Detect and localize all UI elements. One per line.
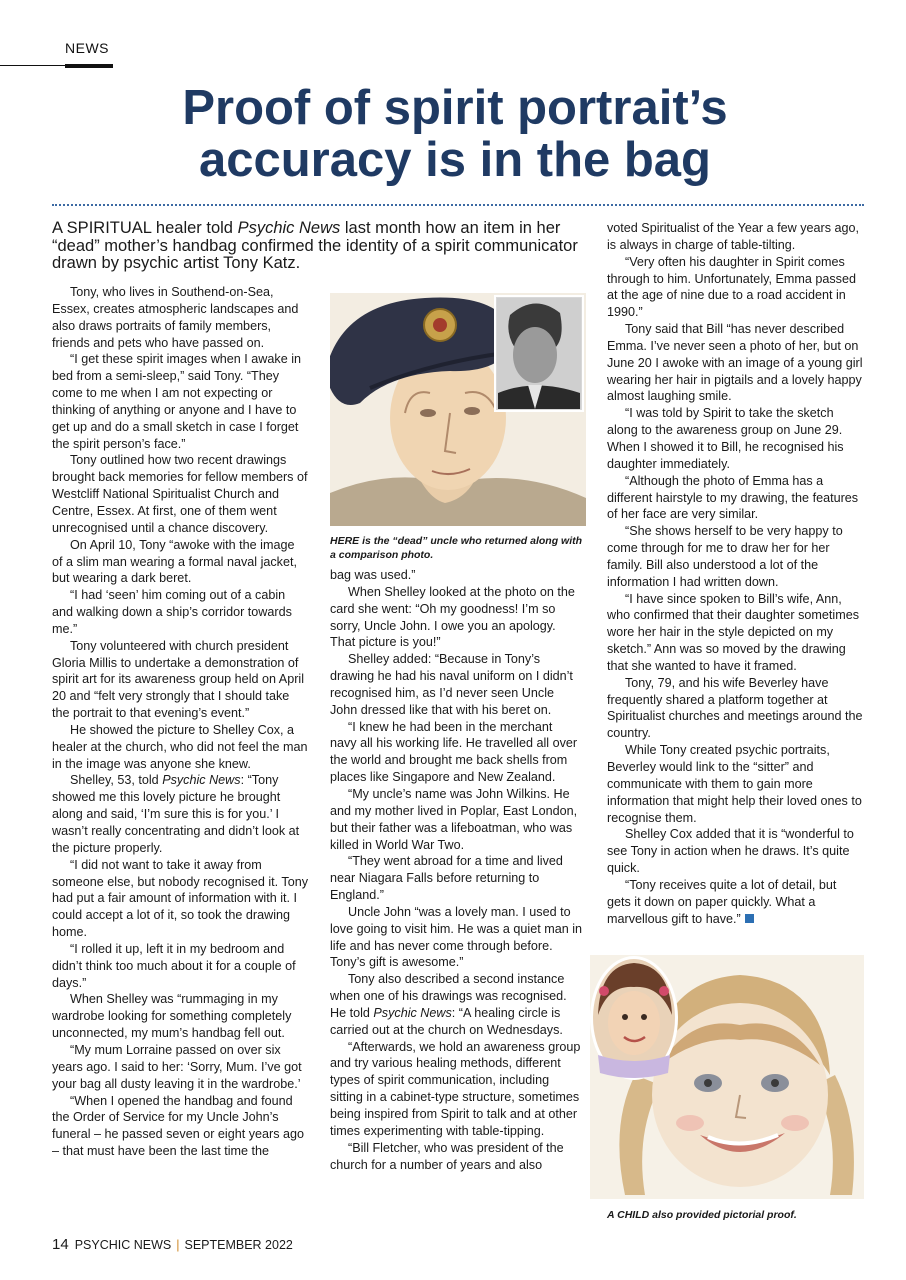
- paragraph: “Afterwards, we hold an awareness group and try various healing methods, different types of spirit communication, including sitting in a cabinet-type structure, sometimes being inspired from Spirit to talk and at other times experimenting with table-tipping.: [330, 1039, 581, 1138]
- paragraph: “They went abroad for a time and lived near Niagara Falls before returning to England.”: [330, 854, 563, 903]
- page-number: 14: [52, 1236, 69, 1253]
- paragraph: “Bill Fletcher, who was president of the church for a number of years and also: [330, 1140, 564, 1172]
- paragraph: “She shows herself to be very happy to come through for me to draw her for her family. Bill also understood a lot of the information I had written down.: [607, 524, 843, 589]
- paragraph: bag was used.”: [330, 568, 416, 582]
- paragraph: Tony outlined how two recent drawings brought back memories for fellow members of Westcliff National Spiritualist Church and Centre, Essex. At first, one of them went unrecognised until a chance discovery.: [52, 453, 308, 535]
- child-portrait-illustration: [590, 955, 864, 1199]
- paragraph-text: Tony also described a second instance when one of his drawings was recognised. He told: [330, 972, 567, 1020]
- paragraph: When Shelley looked at the photo on the card she went: “Oh my goodness! I’m so sorry, Uncle John. I owe you an apology. That picture is you!”: [330, 584, 575, 650]
- publication-name: Psychic News: [162, 773, 241, 788]
- paragraph: “My mum Lorraine passed on over six years ago. I said to her: ‘Sorry, Mum. I’ve got your bag all dusty leaving it in the wardrobe.’: [52, 1042, 302, 1091]
- paragraph: Shelley Cox added that it is “wonderful to see Tony in action when he draws. It’s quite quick.: [607, 827, 854, 876]
- paragraph: “I get these spirit images when I awake in bed from a semi-sleep,” said Tony. “They come to me when I am not expecting or thinking of anything or anyone and I have to get up and do a small sketch in case I forget the spirit person’s face.”: [52, 352, 301, 451]
- publication-name: PSYCHIC NEWS: [74, 1238, 172, 1252]
- paragraph: When Shelley was “rummaging in my wardrobe looking for something completely unconnected, my mum’s handbag fell out.: [52, 992, 292, 1041]
- headline-divider: [52, 204, 864, 206]
- paragraph: “I have since spoken to Bill’s wife, Ann, who confirmed that their daughter sometimes wore her hair in the style depicted on my sketch.” Ann was so moved by the drawing that she wanted to have it framed.: [607, 591, 859, 673]
- paragraph: He showed the picture to Shelley Cox, a healer at the church, who did not feel the man in the image was anyone she knew.: [52, 722, 308, 771]
- headline-line-1: Proof of spirit portrait’s: [182, 81, 728, 135]
- standfirst-publication: Psychic News: [237, 219, 341, 237]
- headline: [60, 82, 850, 186]
- paragraph: On April 10, Tony “awoke with the image of a slim man wearing a formal naval jacket, but wearing a dark beret.: [52, 537, 297, 586]
- uncle-portrait-illustration: [330, 293, 586, 526]
- paragraph: Tony, who lives in Southend-on-Sea, Essex, creates atmospheric landscapes and also draws portraits of family members, friends and pets who have passed on.: [52, 285, 299, 350]
- paragraph: “Very often his daughter in Spirit comes through to him. Unfortunately, Emma passed at the age of nine due to a road accident in 1990.”: [607, 254, 856, 320]
- paragraph: Tony volunteered with church president Gloria Millis to undertake a demonstration of spirit art for its awareness group held on April 20 and “felt very strongly that I should take the portrait to that evening’s event.”: [52, 638, 304, 721]
- paragraph-text: Shelley, 53, told: [70, 773, 163, 788]
- paragraph: “I did not want to take it away from someone else, but nobody recognised it. Tony had put a fair amount of information with it. I could accept a lot of it, so took the drawing home.: [52, 857, 309, 940]
- paragraph: While Tony created psychic portraits, Beverley would link to the “sitter” and communicate with them to gain more information that might help their loved ones to recognise them.: [607, 743, 862, 825]
- child-portrait-image: [590, 955, 864, 1199]
- page-footer: [52, 1236, 293, 1253]
- issue-date: SEPTEMBER 2022: [184, 1238, 293, 1252]
- article-column-3: [607, 220, 863, 927]
- paragraph: voted Spiritualist of the Year a few years ago, is always in charge of table-tilting.: [607, 221, 860, 252]
- paragraph: “I knew he had been in the merchant navy all his working life. He travelled all over the world and brought me back shells from places like Singapore and New Zealand.: [330, 719, 578, 785]
- standfirst-text-rest: last month how an item in her “dead” mother’s handbag confirmed the identity of a spirit communicator drawn by psychic artist Tony Katz.: [52, 219, 578, 272]
- paragraph: “I rolled it up, left it in my bedroom and didn’t think too much about it for a couple of days.”: [52, 941, 296, 990]
- headline-line-2: accuracy is in the bag: [199, 133, 711, 187]
- paragraph: “Although the photo of Emma has a different hairstyle to my drawing, the features of her face are very similar.: [607, 473, 859, 522]
- article-column-1: [52, 284, 308, 1160]
- paragraph: Uncle John “was a lovely man. I used to love going to visit him. He was a quiet man in life and has never come through before. Tony’s gift is awesome.”: [330, 904, 582, 970]
- section-label: NEWS: [65, 40, 109, 56]
- article-column-2: [330, 567, 582, 1173]
- paragraph-text: : “A healing circle is carried out at the church on Wednesdays.: [330, 1005, 563, 1037]
- paragraph: [607, 877, 863, 928]
- paragraph: Tony said that Bill “has never described Emma. I’ve never seen a photo of her, but on June 20 I awoke with an image of a young girl wearing her hair in pigtails and a lovely happy almost laughing smile.: [607, 322, 863, 404]
- paragraph: [330, 971, 582, 1038]
- paragraph: “I was told by Spirit to take the sketch along to the awareness group on June 29. When I showed it to Bill, he recognised his daughter immediately.: [607, 406, 844, 471]
- paragraph-text: : “Tony showed me this lovely picture he brought along and said, ‘I’m sure this is for you.’ I wasn’t really concentrating and didn’t look at the picture properly.: [52, 773, 300, 855]
- paragraph: [52, 772, 308, 856]
- uncle-photo-caption: HERE is the “dead” uncle who returned along with a comparison photo.: [330, 535, 583, 561]
- paragraph: Tony, 79, and his wife Beverley have frequently shared a platform together at Spiritualist churches and meetings around the country.: [607, 675, 863, 741]
- paragraph: Shelley added: “Because in Tony’s drawing he had his naval uniform on I didn’t recognised him, as I’d never seen Uncle John dressed like that with his beret on.: [330, 652, 573, 717]
- footer-separator: |: [176, 1238, 180, 1252]
- paragraph: “My uncle’s name was John Wilkins. He and my mother lived in Poplar, East London, but their father was a lifeboatman, who was killed in World War Two.: [330, 786, 578, 852]
- section-rule-accent: [65, 64, 113, 68]
- paragraph: “When I opened the handbag and found the Order of Service for my Uncle John’s funeral – he passed seven or eight years ago – that must have been the last time the: [52, 1093, 305, 1159]
- end-of-article-icon: [745, 914, 754, 923]
- paragraph: “I had ‘seen’ him coming out of a cabin and walking down a ship’s corridor towards me.”: [52, 588, 292, 636]
- standfirst: [52, 220, 592, 273]
- standfirst-text: A SPIRITUAL healer told: [52, 219, 238, 237]
- publication-name: Psychic News: [373, 1005, 452, 1020]
- child-photo-caption: A CHILD also provided pictorial proof.: [607, 1209, 797, 1221]
- uncle-portrait-image: [330, 293, 586, 526]
- paragraph-text: “Tony receives quite a lot of detail, but gets it down on paper quickly. What a marvellous gift to have.”: [607, 877, 837, 926]
